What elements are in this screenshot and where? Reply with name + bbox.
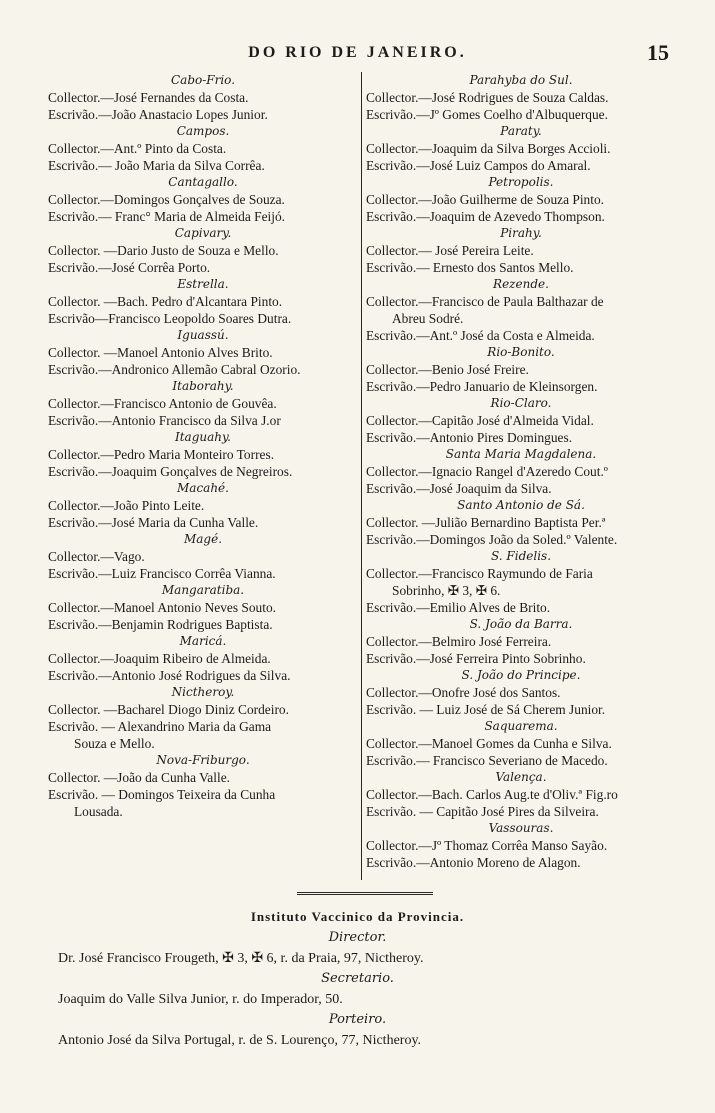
municipality-entry bbox=[366, 769, 676, 820]
municipality-entry bbox=[366, 718, 676, 769]
collector-line: Collector.—Jº Thomaz Corrêa Manso Sayão. bbox=[366, 838, 608, 853]
collector-line: Collector.—João Pinto Leite. bbox=[48, 498, 205, 513]
place-heading: Capivary. bbox=[174, 226, 232, 240]
clerk-line: Escrivão.—Joaquim de Azevedo Thompson. bbox=[366, 209, 605, 224]
municipality-entry bbox=[48, 72, 358, 123]
collector-line: Collector.—José Rodrigues de Souza Caldas. bbox=[366, 90, 609, 105]
collector-line: Collector.—Belmiro José Ferreira. bbox=[366, 634, 552, 649]
collector-line: Collector.—Ignacio Rangel d'Azeredo Cout.º bbox=[366, 464, 608, 479]
page-header bbox=[0, 40, 715, 70]
clerk-line: Escrivão.— Francisco Severiano de Macedo. bbox=[366, 753, 608, 768]
collector-line: Collector.—José Fernandes da Costa. bbox=[48, 90, 249, 105]
municipality-entry bbox=[48, 276, 358, 327]
municipality-entry bbox=[48, 531, 358, 582]
clerk-line: Escrivão.—José Joaquim da Silva. bbox=[366, 481, 552, 496]
collector-line: Collector.—Vago. bbox=[48, 549, 145, 564]
clerk-line: Escrivão. — Capitão José Pires da Silveira. bbox=[366, 804, 599, 819]
right-column bbox=[366, 72, 676, 871]
collector-line: Collector.—Francisco Raymundo de Faria bbox=[366, 566, 593, 581]
place-heading: Santo Antonio de Sá. bbox=[457, 498, 585, 512]
director-entry: Dr. José Francisco Frougeth, ✠ 3, ✠ 6, r. da Praia, 97, Nictheroy. bbox=[58, 951, 424, 966]
secretary-entry: Joaquim do Valle Silva Junior, r. do Imperador, 50. bbox=[58, 992, 343, 1007]
municipality-entry bbox=[366, 446, 676, 497]
collector-line: Collector.— José Pereira Leite. bbox=[366, 243, 534, 258]
place-heading: Paraty. bbox=[500, 124, 542, 138]
place-heading: Petropolis. bbox=[488, 175, 554, 189]
clerk-line: Escrivão.—Antonio Pires Domingues. bbox=[366, 430, 573, 445]
collector-line: Collector.—Domingos Gonçalves de Souza. bbox=[48, 192, 285, 207]
porter-entry: Antonio José da Silva Portugal, r. de S. Lourenço, 77, Nictheroy. bbox=[58, 1033, 422, 1048]
column-divider bbox=[361, 72, 362, 880]
municipality-entry bbox=[48, 378, 358, 429]
clerk-line: Escrivão.—Emilio Alves de Brito. bbox=[366, 600, 551, 615]
place-heading: Macahé. bbox=[177, 481, 229, 495]
clerk-line: Escrivão—Francisco Leopoldo Soares Dutra. bbox=[48, 311, 292, 326]
clerk-line: Escrivão.—Andronico Allemão Cabral Ozorio. bbox=[48, 362, 301, 377]
entry-continuation: Sobrinho, ✠ 3, ✠ 6. bbox=[392, 583, 501, 598]
place-heading: S. João da Barra. bbox=[469, 617, 573, 631]
collector-line: Collector.—Manoel Antonio Neves Souto. bbox=[48, 600, 276, 615]
clerk-line: Escrivão.—Antonio Moreno de Alagon. bbox=[366, 855, 581, 870]
collector-line: Collector.—Bach. Carlos Aug.te d'Oliv.ª Fig.ro bbox=[366, 787, 618, 802]
page-number: 15 bbox=[647, 40, 669, 65]
entry-continuation: Abreu Sodré. bbox=[392, 311, 464, 326]
place-heading: S. Fidelis. bbox=[490, 549, 552, 563]
secretary-label: Secretario. bbox=[321, 971, 394, 986]
clerk-line: Escrivão.—José Ferreira Pinto Sobrinho. bbox=[366, 651, 586, 666]
municipality-entry bbox=[48, 429, 358, 480]
place-heading: Cantagallo. bbox=[168, 175, 238, 189]
collector-line: Collector.—Joaquim Ribeiro de Almeida. bbox=[48, 651, 271, 666]
municipality-entry bbox=[366, 667, 676, 718]
clerk-line: Escrivão.—Antonio José Rodrigues da Silva. bbox=[48, 668, 291, 683]
collector-line: Collector. —Julião Bernardino Baptista Per.ª bbox=[366, 515, 606, 530]
place-heading: Pirahy. bbox=[500, 226, 542, 240]
municipality-entry bbox=[48, 582, 358, 633]
institute-section bbox=[0, 906, 715, 1051]
clerk-line: Escrivão.—Joaquim Gonçalves de Negreiros. bbox=[48, 464, 293, 479]
running-head: DO RIO DE JANEIRO. bbox=[248, 44, 467, 61]
place-heading: Itaborahy. bbox=[172, 379, 234, 393]
place-heading: Estrella. bbox=[177, 277, 229, 291]
collector-line: Collector. —Dario Justo de Souza e Mello. bbox=[48, 243, 279, 258]
entry-continuation: Souza e Mello. bbox=[74, 736, 155, 751]
collector-line: Collector. —Manoel Antonio Alves Brito. bbox=[48, 345, 273, 360]
municipality-entry bbox=[366, 616, 676, 667]
clerk-line: Escrivão.—Benjamin Rodrigues Baptista. bbox=[48, 617, 273, 632]
clerk-line: Escrivão.— Franc° Maria de Almeida Feijó. bbox=[48, 209, 286, 224]
municipality-entry bbox=[48, 480, 358, 531]
municipality-entry bbox=[366, 174, 676, 225]
entry-continuation: Lousada. bbox=[74, 804, 123, 819]
municipality-entry bbox=[48, 752, 358, 820]
collector-line: Collector.—Pedro Maria Monteiro Torres. bbox=[48, 447, 275, 462]
municipality-entry bbox=[48, 327, 358, 378]
clerk-line: Escrivão.—Antonio Francisco da Silva J.or bbox=[48, 413, 281, 428]
collector-line: Collector.—Francisco Antonio de Gouvêa. bbox=[48, 396, 277, 411]
porter-label: Porteiro. bbox=[328, 1012, 387, 1027]
collector-line: Collector.—Onofre José dos Santos. bbox=[366, 685, 561, 700]
place-heading: Rio-Claro. bbox=[490, 396, 552, 410]
clerk-line: Escrivão. — Luiz José de Sá Cherem Junior. bbox=[366, 702, 606, 717]
collector-line: Collector. —Bach. Pedro d'Alcantara Pinto. bbox=[48, 294, 283, 309]
municipality-entry bbox=[366, 276, 676, 344]
place-heading: Vassouras. bbox=[488, 821, 554, 835]
clerk-line: Escrivão.—Luiz Francisco Corrêa Vianna. bbox=[48, 566, 276, 581]
clerk-line: Escrivão.—Ant.º José da Costa e Almeida. bbox=[366, 328, 595, 343]
place-heading: Saquarema. bbox=[484, 719, 558, 733]
left-column bbox=[48, 72, 358, 820]
municipality-entry bbox=[366, 548, 676, 616]
clerk-line: Escrivão.—José Luiz Campos do Amaral. bbox=[366, 158, 591, 173]
municipality-entry bbox=[366, 123, 676, 174]
municipality-entry bbox=[48, 123, 358, 174]
clerk-line: Escrivão. — Domingos Teixeira da Cunha bbox=[48, 787, 276, 802]
section-rule bbox=[297, 892, 433, 895]
place-heading: Santa Maria Magdalena. bbox=[445, 447, 597, 461]
municipality-entry bbox=[48, 684, 358, 752]
collector-line: Collector.—Ant.º Pinto da Costa. bbox=[48, 141, 227, 156]
place-heading: Campos. bbox=[176, 124, 230, 138]
place-heading: Maricá. bbox=[179, 634, 227, 648]
place-heading: Rezende. bbox=[493, 277, 549, 291]
municipality-entry bbox=[366, 820, 676, 871]
place-heading: Iguassú. bbox=[177, 328, 229, 342]
collector-line: Collector.—Capitão José d'Almeida Vidal. bbox=[366, 413, 594, 428]
municipality-entry bbox=[48, 633, 358, 684]
collector-line: Collector. —João da Cunha Valle. bbox=[48, 770, 230, 785]
municipality-entry bbox=[48, 174, 358, 225]
collector-line: Collector.—Benio José Freire. bbox=[366, 362, 529, 377]
collector-line: Collector.—Manoel Gomes da Cunha e Silva. bbox=[366, 736, 612, 751]
collector-line: Collector.—Joaquim da Silva Borges Accioli. bbox=[366, 141, 611, 156]
place-heading: Rio-Bonito. bbox=[487, 345, 555, 359]
municipality-entry bbox=[48, 225, 358, 276]
municipality-entry bbox=[366, 497, 676, 548]
municipality-entry bbox=[366, 395, 676, 446]
clerk-line: Escrivão.— Ernesto dos Santos Mello. bbox=[366, 260, 574, 275]
clerk-line: Escrivão.— João Maria da Silva Corrêa. bbox=[48, 158, 265, 173]
municipality-entry bbox=[366, 72, 676, 123]
clerk-line: Escrivão. — Alexandrino Maria da Gama bbox=[48, 719, 272, 734]
clerk-line: Escrivão.—José Corrêa Porto. bbox=[48, 260, 211, 275]
place-heading: Cabo-Frio. bbox=[170, 73, 236, 87]
clerk-line: Escrivão.—Domingos João da Soled.º Valente. bbox=[366, 532, 618, 547]
place-heading: Magé. bbox=[183, 532, 223, 546]
place-heading: Mangaratiba. bbox=[161, 583, 245, 597]
municipality-entry bbox=[366, 225, 676, 276]
director-label: Director. bbox=[328, 930, 387, 945]
collector-line: Collector. —Bacharel Diogo Diniz Cordeiro. bbox=[48, 702, 289, 717]
municipality-entry bbox=[366, 344, 676, 395]
two-column-listing bbox=[48, 72, 676, 880]
place-heading: Nova-Friburgo. bbox=[156, 753, 250, 767]
clerk-line: Escrivão.—João Anastacio Lopes Junior. bbox=[48, 107, 268, 122]
place-heading: Itaguahy. bbox=[174, 430, 231, 444]
clerk-line: Escrivão.—Jº Gomes Coelho d'Albuquerque. bbox=[366, 107, 608, 122]
place-heading: Nictheroy. bbox=[171, 685, 235, 699]
clerk-line: Escrivão.—José Maria da Cunha Valle. bbox=[48, 515, 259, 530]
collector-line: Collector.—Francisco de Paula Balthazar de bbox=[366, 294, 604, 309]
institute-title: Instituto Vaccinico da Provincia. bbox=[250, 909, 465, 924]
place-heading: Parahyba do Sul. bbox=[469, 73, 573, 87]
collector-line: Collector.—João Guilherme de Souza Pinto. bbox=[366, 192, 605, 207]
place-heading: S. João do Principe. bbox=[461, 668, 581, 682]
place-heading: Valença. bbox=[495, 770, 547, 784]
clerk-line: Escrivão.—Pedro Januario de Kleinsorgen. bbox=[366, 379, 598, 394]
